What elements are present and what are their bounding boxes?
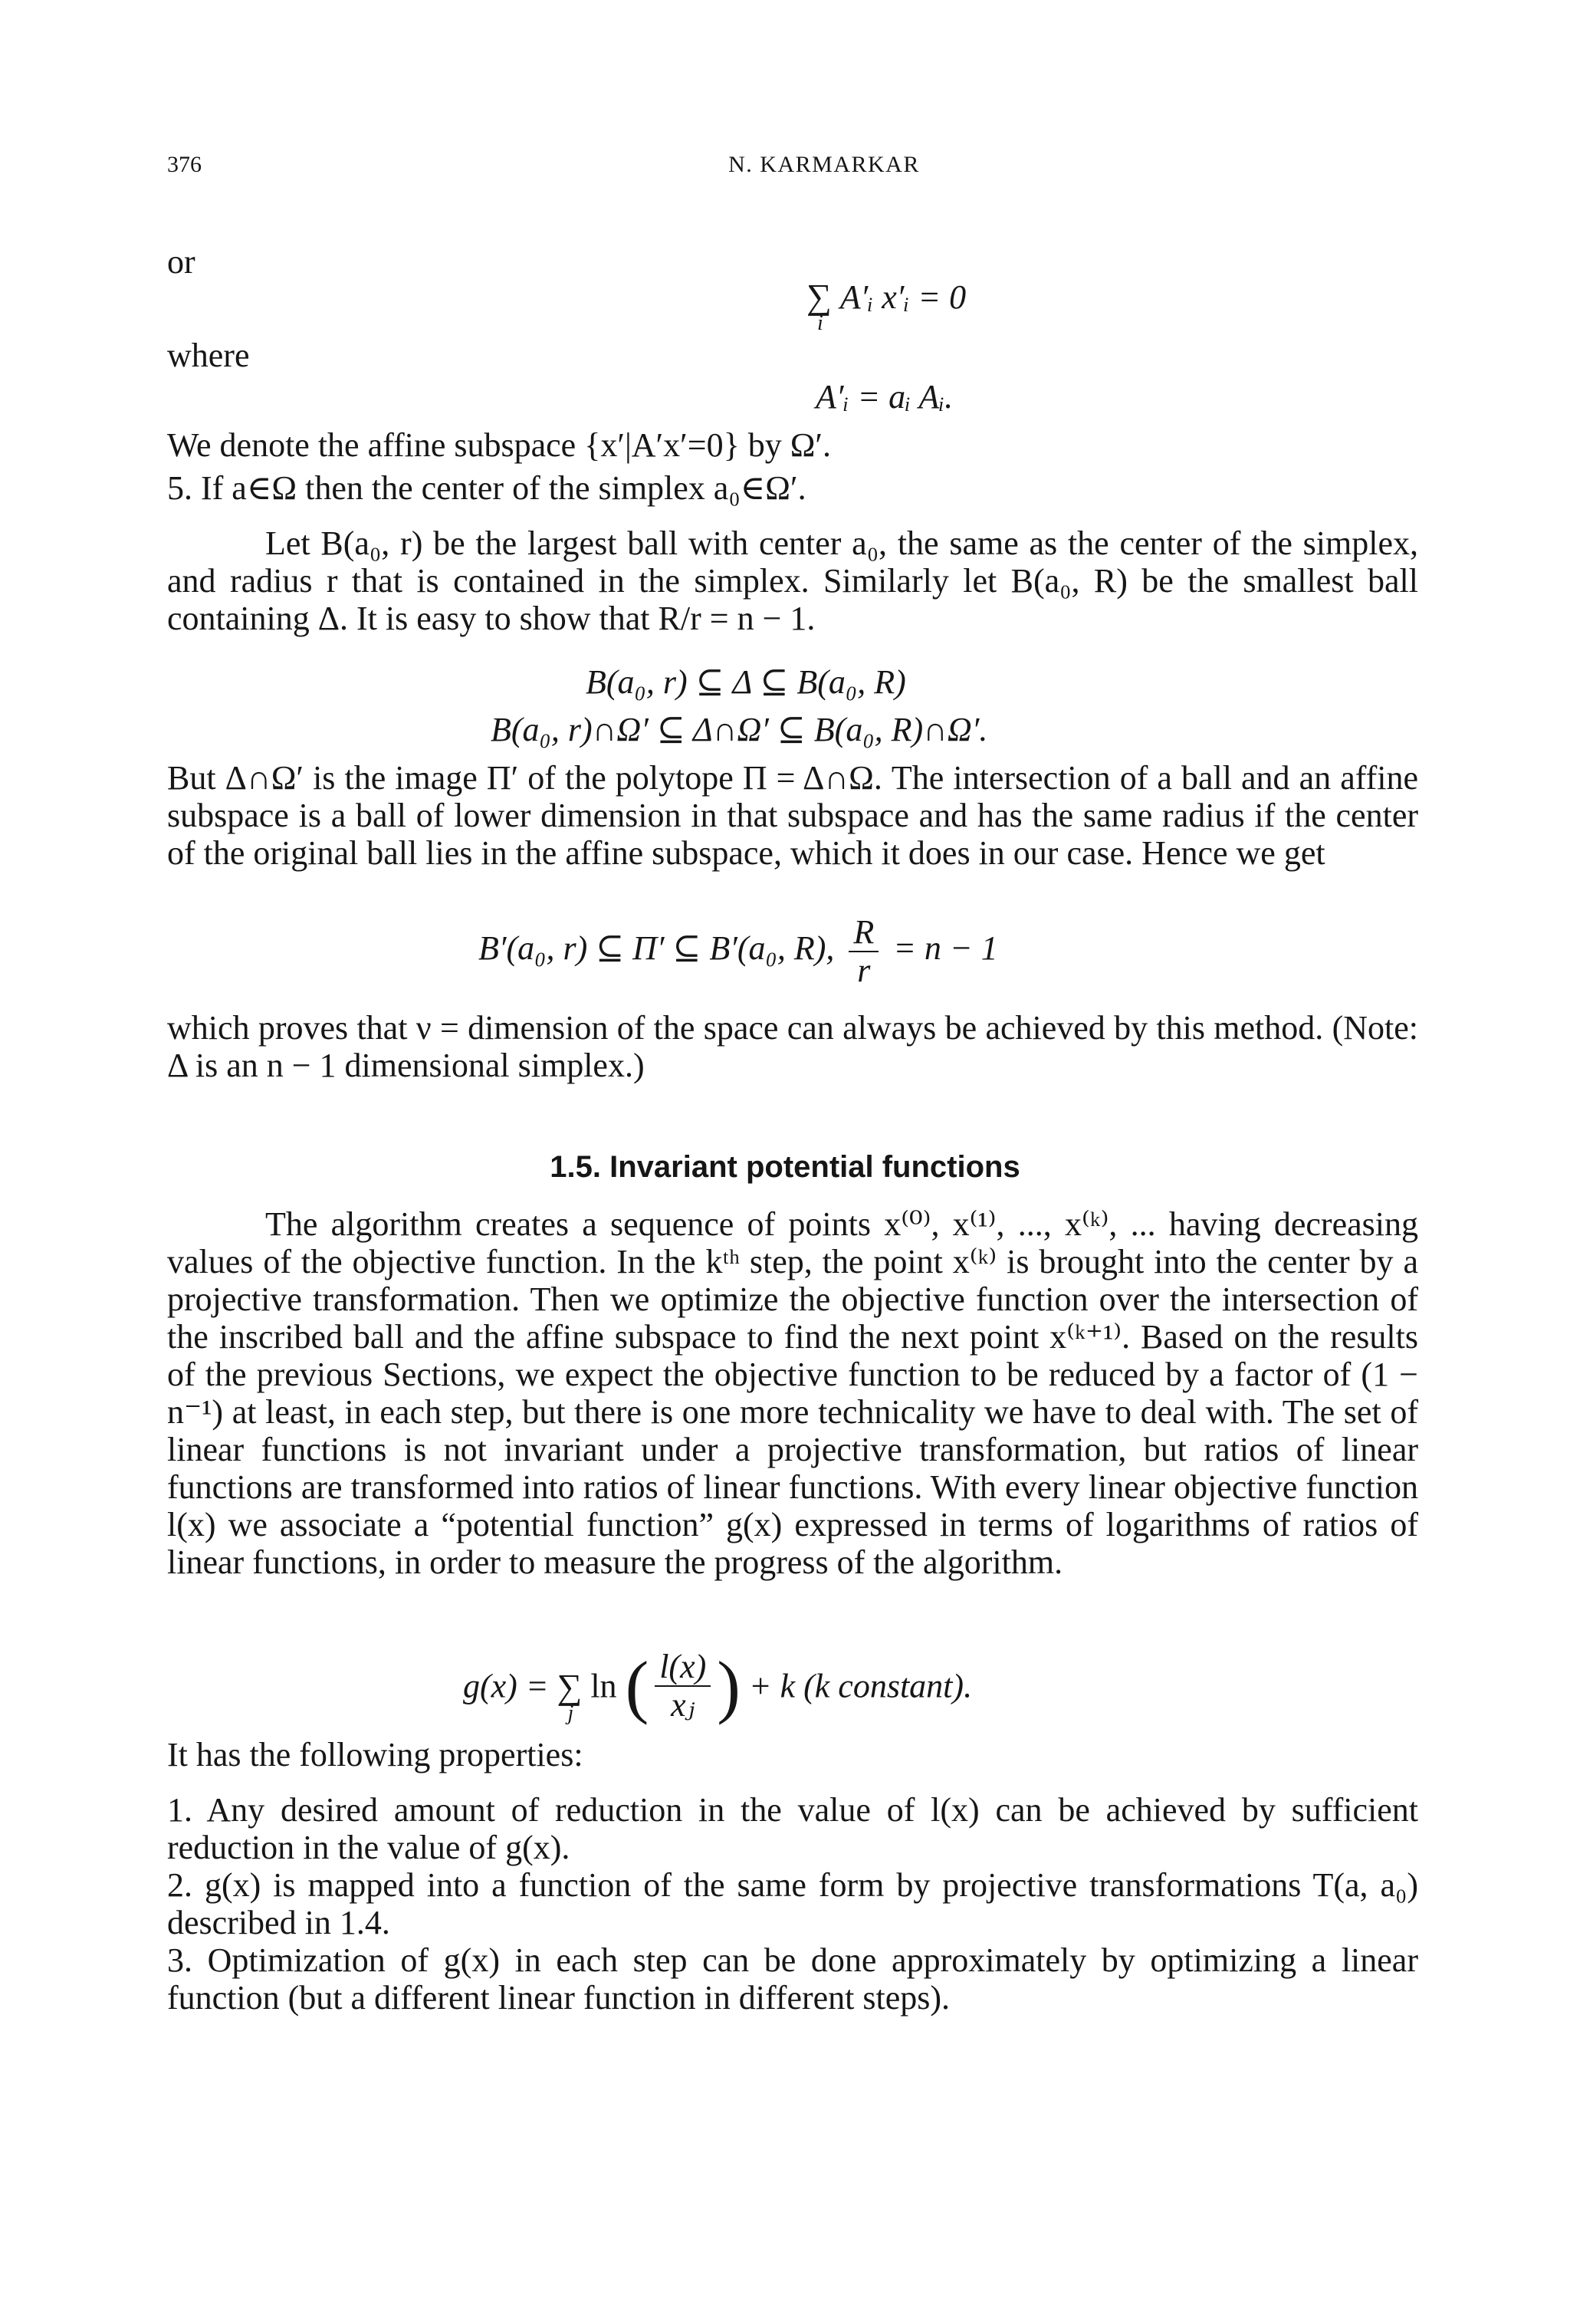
potential-fraction	[655, 1648, 711, 1724]
paragraph-algorithm	[167, 1205, 1418, 1581]
equation-ball-chain-2	[491, 710, 987, 749]
equation-aprime-definition	[816, 377, 953, 416]
paragraph-dimension-proof	[167, 1009, 1418, 1084]
paragraph-largest-ball	[167, 524, 1418, 637]
left-paren: (	[625, 1647, 649, 1725]
item-5-text: 5. If a∈Ω then the center of the simplex a₀∈Ω′.	[167, 469, 806, 507]
page-number: 376	[167, 152, 202, 177]
potential-summation-symbol: ∑ j	[557, 1666, 583, 1725]
item-5	[167, 469, 1418, 507]
label-or: or	[167, 243, 195, 281]
section-heading: 1.5. Invariant potential functions	[550, 1150, 1020, 1184]
ball-chain-2-text: B(a₀, r)∩Ω′ ⊆ Δ∩Ω′ ⊆ B(a₀, R)∩Ω′.	[491, 711, 988, 748]
property-3	[167, 1941, 1418, 2017]
properties-intro	[167, 1736, 1418, 1773]
ratio-numerator: R	[849, 914, 879, 952]
summation-index: i	[817, 311, 823, 335]
paragraph-image-polytope-text: But Δ∩Ω′ is the image Π′ of the polytope Π = Δ∩Ω. The intersection of a ball and an affine subspace is a ball of lower dimension in that subspace and has the same radius if the center of the original ball lies in the affine subspace, which it does in our case. Hence we get	[167, 759, 1418, 872]
potential-denominator: xⱼ	[671, 1686, 695, 1724]
potential-summation-index: j	[567, 1701, 574, 1725]
label-where: where	[167, 337, 250, 374]
property-3-text: 3. Optimization of g(x) in each step can be done approximately by optimizing a linear function (but a different linear function in different steps).	[167, 1941, 1418, 2017]
property-1-text: 1. Any desired amount of reduction in the value of l(x) can be achieved by sufficient reduction in the value of g(x).	[167, 1791, 1418, 1866]
affine-subspace-definition	[167, 426, 1418, 464]
paragraph-algorithm-text: The algorithm creates a sequence of points x⁽⁰⁾, x⁽¹⁾, ..., x⁽ᵏ⁾, ... having decreasing values of the objective function. In the kᵗʰ step, the point x⁽ᵏ⁾ is brought into the center by a projective transformation. Then we optimize the objective function over the intersection of the inscribed ball and the affine subspace to find the next point x⁽ᵏ⁺¹⁾. Based on the results of the previous Sections, we expect the objective function to be reduced by a factor of (1 − n⁻¹) at least, in each step, but there is one more technicality we have to deal with. The set of linear functions is not invariant under a projective transformation, but ratios of linear functions are transformed into ratios of linear functions. With every linear objective function l(x) we associate a “potential function” g(x) expressed in terms of logarithms of ratios of linear functions, in order to measure the progress of the algorithm.	[167, 1205, 1418, 1581]
summation-symbol: ∑ i	[806, 277, 832, 335]
equation-aprime-text: A′ᵢ = aᵢ Aᵢ.	[816, 378, 954, 416]
equation-ball-chain-1	[586, 662, 906, 702]
property-2	[167, 1866, 1418, 1941]
equation-potential-function	[463, 1648, 972, 1724]
ratio-fraction	[849, 914, 879, 989]
ball-chain-3-text: B′(a₀, r) ⊆ Π′ ⊆ B′(a₀, R),	[478, 929, 835, 968]
property-1	[167, 1791, 1418, 1866]
equation-sum-body: A′ᵢ x′ᵢ = 0	[839, 278, 967, 316]
right-paren: )	[717, 1647, 741, 1725]
affine-def-text: We denote the affine subspace {x′|A′x′=0} by Ω′.	[167, 426, 832, 464]
equation-ball-chain-3	[478, 914, 998, 989]
ratio-denominator: r	[857, 952, 871, 989]
property-2-text: 2. g(x) is mapped into a function of the same form by projective transformations T(a, a₀) described in 1.4.	[167, 1866, 1418, 1941]
potential-numerator: l(x)	[655, 1648, 711, 1687]
ball-chain-1-text: B(a₀, r) ⊆ Δ ⊆ B(a₀, R)	[586, 663, 906, 701]
potential-lhs: g(x) =	[463, 1667, 549, 1705]
potential-ln: ln	[590, 1667, 617, 1705]
equation-sum-zero	[806, 276, 967, 335]
paragraph-dimension-proof-text: which proves that ν = dimension of the space can always be achieved by this method. (Note: Δ is an n − 1 dimensional simplex.)	[167, 1009, 1418, 1084]
ratio-rhs: = n − 1	[893, 929, 998, 968]
paragraph-largest-ball-text: Let B(a₀, r) be the largest ball with center a₀, the same as the center of the simplex, and radius r that is contained in the simplex. Similarly let B(a₀, R) be the smallest ball containing Δ. It is easy to show that R/r = n − 1.	[167, 524, 1418, 637]
paragraph-image-polytope	[167, 759, 1418, 872]
properties-intro-text: It has the following properties:	[167, 1736, 583, 1773]
potential-rhs: + k (k constant).	[748, 1667, 973, 1705]
running-head: N. KARMARKAR	[728, 152, 920, 177]
